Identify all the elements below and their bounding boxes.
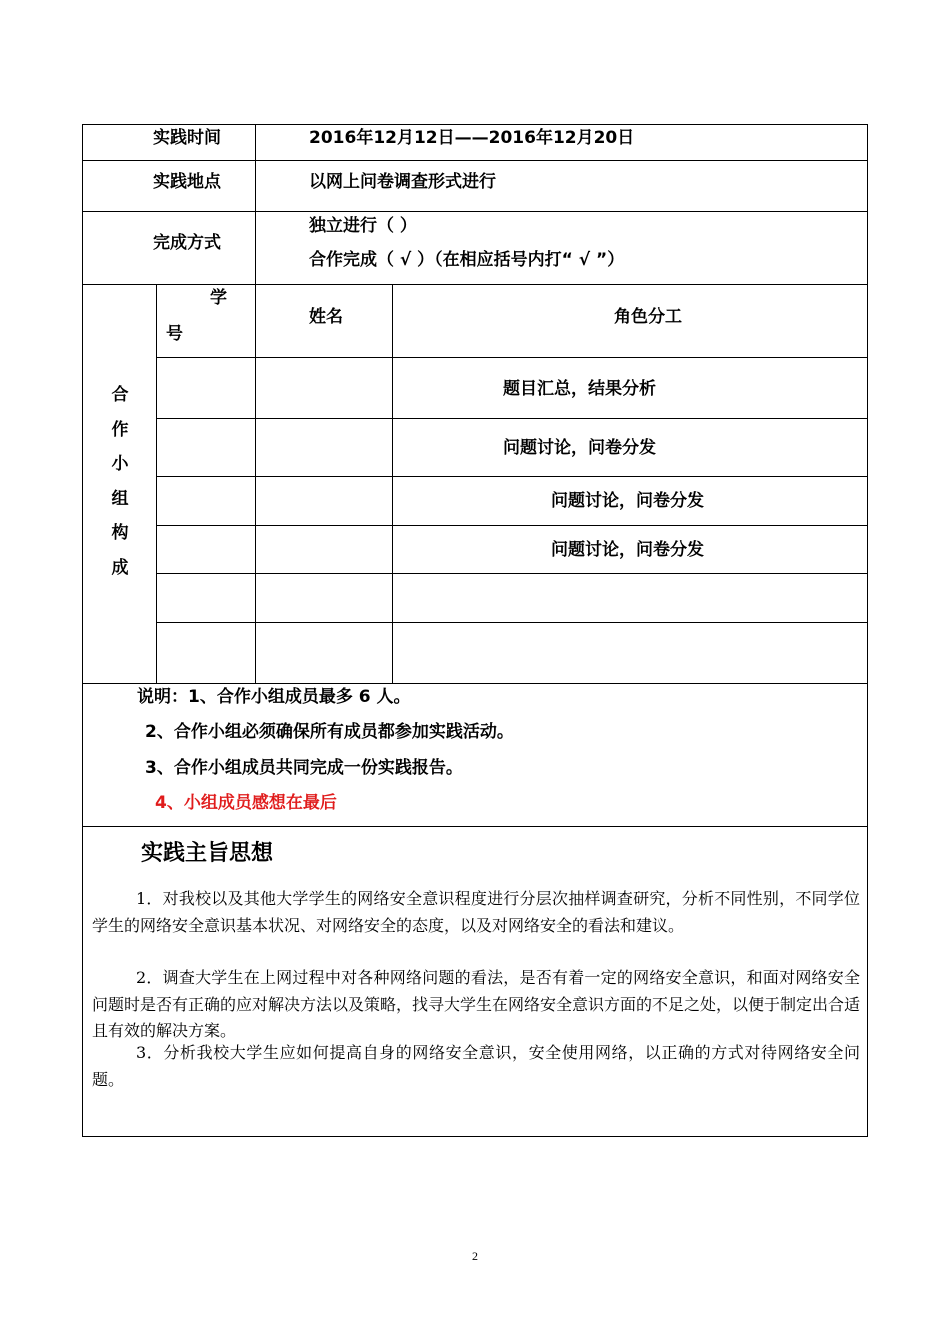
row-divider [82, 284, 868, 285]
group-label-char: 合 [111, 385, 129, 405]
section-heading: 实践主旨思想 [141, 841, 274, 866]
column-divider [255, 124, 256, 284]
column-divider [392, 284, 393, 683]
row-divider [156, 525, 868, 526]
row-divider [82, 826, 868, 827]
row-divider [82, 683, 868, 684]
column-header-id-top: 学 [210, 288, 227, 308]
column-divider [156, 284, 157, 683]
column-header-role: 角色分工 [614, 307, 682, 327]
mode-label: 完成方式 [153, 233, 221, 253]
row-divider [82, 160, 868, 161]
group-label-char: 小 [111, 454, 129, 474]
note-line: 说明：1、合作小组成员最多 6 人。 [137, 687, 411, 707]
page-number: 2 [472, 1249, 478, 1263]
theme-paragraph [92, 886, 860, 939]
place-label: 实践地点 [153, 172, 221, 192]
mode-option-independent: 独立进行（ ） [309, 216, 417, 236]
theme-paragraph-text: 3．分析我校大学生应如何提高自身的网络安全意识，安全使用网络，以正确的方式对待网络安全问题。 [92, 1043, 860, 1089]
group-label-char: 组 [111, 488, 129, 509]
group-label-char: 作 [111, 419, 129, 440]
theme-paragraph [92, 965, 860, 1045]
time-label: 实践时间 [153, 128, 221, 148]
row-divider [156, 418, 868, 419]
theme-paragraph [92, 1040, 860, 1093]
table-row-role: 问题讨论，问卷分发 [503, 438, 656, 458]
group-label-char: 构 [111, 523, 129, 543]
time-value: 2016年12月12日——2016年12月20日 [309, 128, 635, 148]
table-row-role: 题目汇总，结果分析 [503, 379, 656, 399]
theme-paragraph-text: 1．对我校以及其他大学学生的网络安全意识程度进行分层次抽样调查研究，分析不同性别，不同学位学生的网络安全意识基本状况、对网络安全的态度，以及对网络安全的看法和建议。 [92, 889, 860, 935]
mode-option-cooperative: 合作完成（ √ ）（在相应括号内打“ √ ”） [309, 250, 625, 270]
group-composition-label [110, 378, 130, 585]
place-value: 以网上问卷调查形式进行 [309, 172, 496, 192]
note-line-highlight: 4、小组成员感想在最后 [155, 793, 337, 813]
column-header-id-bottom: 号 [166, 324, 183, 344]
table-row-role: 问题讨论，问卷分发 [551, 491, 704, 511]
row-divider [156, 476, 868, 477]
row-divider [156, 622, 868, 623]
note-line: 3、合作小组成员共同完成一份实践报告。 [145, 758, 463, 778]
note-line: 2、合作小组必须确保所有成员都参加实践活动。 [145, 722, 514, 742]
row-divider [82, 211, 868, 212]
row-divider [156, 573, 868, 574]
column-header-name: 姓名 [309, 307, 343, 327]
row-divider [156, 357, 868, 358]
column-divider [255, 284, 256, 683]
table-row-role: 问题讨论，问卷分发 [551, 540, 704, 560]
theme-paragraph-text: 2．调查大学生在上网过程中对各种网络问题的看法，是否有着一定的网络安全意识，和面对网络安全问题时是否有正确的应对解决方法以及策略，找寻大学生在网络安全意识方面的不足之处，以便于制定出合适且有效的解决方案。 [92, 968, 861, 1040]
group-label-char: 成 [111, 557, 129, 578]
